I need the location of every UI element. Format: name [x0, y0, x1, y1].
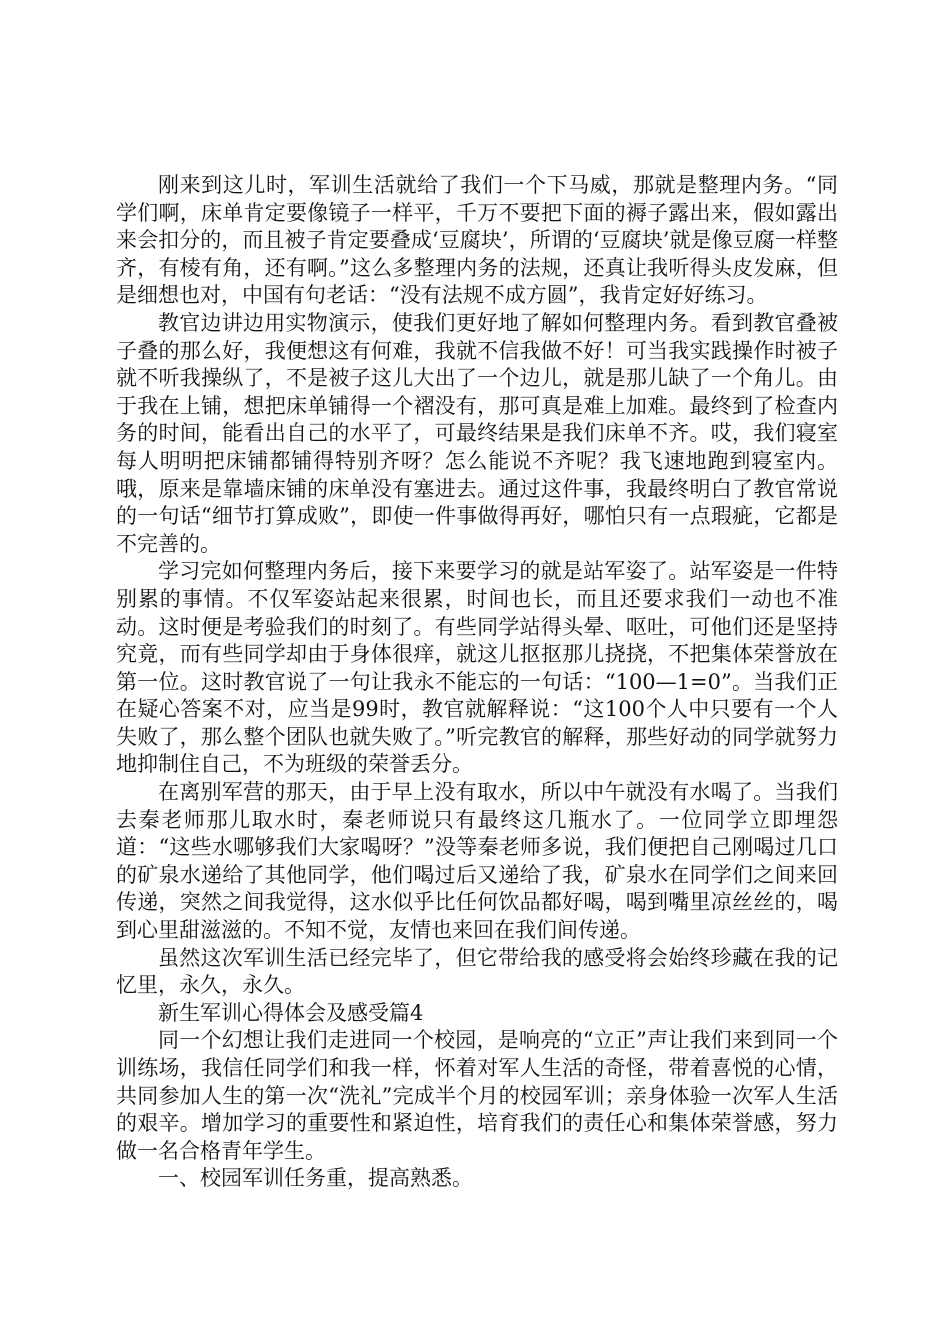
section-heading: 新生军训心得体会及感受篇4: [158, 1000, 424, 1025]
paragraph: 在离别军营的那天，由于早上没有取水，所以中午就没有水喝了。当我们去秦老师那儿取水时，秦老师说只有最终这几瓶水了。一位同学立即埋怨道：“这些水哪够我们大家喝呀？”没等秦老师多说，我们便把自己刚喝过几口的矿泉水递给了其他同学，他们喝过后又递给了我，矿泉水在同学们之间来回传递，突然之间我觉得，这水似乎比任何饮品都好喝，喝到嘴里凉丝丝的，喝到心里甜滋滋的。不知不觉，友情也来回在我们间传递。: [116, 780, 838, 943]
paragraph: 同一个幻想让我们走进同一个校园，是响亮的“立正”声让我们来到同一个训练场，我信任同学们和我一样，怀着对军人生活的奇怪，带着喜悦的心情，共同参加人生的第一次“洗礼”完成半个月的校园军训；亲身体验一次军人生活的艰辛。增加学习的重要性和紧迫性，培育我们的责任心和集体荣誉感，努力做一名合格青年学生。: [116, 1028, 838, 1163]
document-body: [116, 172, 838, 1193]
paragraph: 教官边讲边用实物演示，使我们更好地了解如何整理内务。看到教官叠被子叠的那么好，我便想这有何难，我就不信我做不好！可当我实践操作时被子就不听我操纵了，不是被子这儿大出了一个边儿，就是那儿缺了一个角儿。由于我在上铺，想把床单铺得一个褶没有，那可真是难上加难。最终到了检查内务的时间，能看出自己的水平了，可最终结果是我们床单不齐。哎，我们寝室每人明明把床铺都铺得特别齐呀？怎么能说不齐呢？我飞速地跑到寝室内。哦，原来是靠墙床铺的床单没有塞进去。通过这件事，我最终明白了教官常说的一句话“细节打算成败”，即使一件事做得再好，哪怕只有一点瑕疵，它都是不完善的。: [116, 310, 838, 556]
paragraph: 虽然这次军训生活已经完毕了，但它带给我的感受将会始终珍藏在我的记忆里，永久，永久。: [116, 945, 838, 998]
paragraph: 刚来到这儿时，军训生活就给了我们一个下马威，那就是整理内务。“同学们啊，床单肯定要像镜子一样平，千万不要把下面的褥子露出来，假如露出来会扣分的，而且被子肯定要叠成‘豆腐块’，所谓的‘豆腐块’就是像豆腐一样整齐，有棱有角，还有啊。”这么多整理内务的法规，还真让我听得头皮发麻，但是细想也对，中国有句老话：“没有法规不成方圆”，我肯定好好练习。: [116, 173, 838, 308]
paragraph: 学习完如何整理内务后，接下来要学习的就是站军姿了。站军姿是一件特别累的事情。不仅军姿站起来很累，时间也长，而且还要求我们一动也不准动。这时便是考验我们的时刻了。有些同学站得头晕、呕吐，可他们还是坚持究竟，而有些同学却由于身体很痒，就这儿抠抠那儿挠挠，不把集体荣誉放在第一位。这时教官说了一句让我永不能忘的一句话：“100—1=0”。当我们正在疑心答案不对，应当是99时，教官就解释说：“这100个人中只要有一个人失败了，那么整个团队也就失败了。”听完教官的解释，那些好动的同学就努力地抑制住自己，不为班级的荣誉丢分。: [116, 559, 838, 777]
subsection-heading: 一、校园军训任务重，提高熟悉。: [158, 1166, 473, 1191]
